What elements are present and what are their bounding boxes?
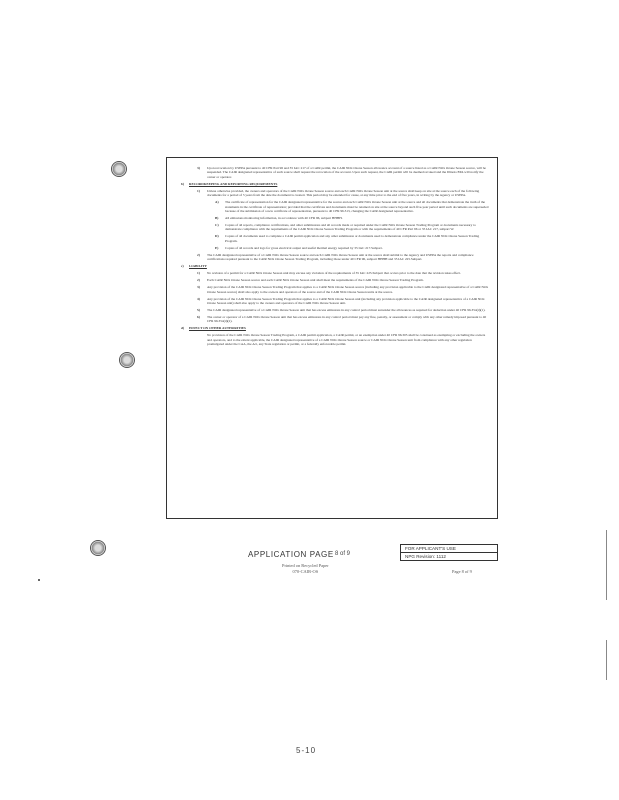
paragraph-c2: 2) Each CAIR NOx Ozone Season source and each CAIR NOx Ozone Season unit shall meet the requirements of the CAIR NOx Ozone Season Trading Program. (197, 278, 424, 283)
scan-edge-line-lower (606, 640, 607, 680)
paragraph-b1a: A) The certificate of representation for the CAIR designated representative for the source and each CAIR NOx Ozone Season unit at the source and all documents that demonstrate the truth of the statements in the certificate of representation; provided that the certificate and documents must be retained on site at the source beyond such five-year period until such documents are superseded because of the submission of a new certificate of representation, pursuant to 40 CFR 96.313, changing the CAIR designated representative. (215, 200, 489, 214)
paragraph-b2: 2) The CAIR designated representative of a CAIR NOx Ozone Season source and each CAIR NOx Ozone Season unit at the source shall submit to the Agency and USEPA the reports and compliance certifications required pursuant to the CAIR NOx Ozone Season Trading Program, including those under 40 CFR 96, subpart HHHH and 35 IAC 225.Subpart. (197, 252, 474, 262)
paragraph-b1c: C) Copies of all reports, compliance certifications, and other submissions and all records made or required under the CAIR NOx Ozone Season Trading Program or documents necessary to demonstrate compliance with the requirements of the CAIR NOx Ozone Season Trading Program or with the requirements of 40 CFR Part 96 or 35 IAC 217, subpart W. (215, 223, 476, 232)
paragraph-c6: 6) The owner or operator of a CAIR NOx Ozone Season unit that has excess emissions in any control period must pay any fine, penalty, or assessment or comply with any other remedy imposed pursuant to 40 CFR 96.354(d)(2). (197, 315, 487, 324)
paragraph-b1d: D) Copies of all documents used to complete a CAIR permit application and any other submission or documents used to demonstrate compliance under the CAIR NOx Ozone Season Trading Program. (215, 234, 480, 243)
application-page-title: APPLICATION PAGE (248, 550, 334, 559)
paragraph-b1e: E) Copies of all records and logs for gross electrical output and useful thermal energy required by 35 IAC 217.Subpart. (215, 245, 383, 250)
paragraph-b1: 1) Unless otherwise provided, the owners and operators of the CAIR NOx Ozone Season source and each CAIR NOx Ozone Season unit at the source shall keep on site at the source each of the following documents for a period of 5 years from the date the document is created. This period may be extended for cause, at any time prior to the end of five years, in writing by the Agency or USEPA. (197, 188, 480, 198)
section-c-heading: c) LIABILITY (181, 264, 207, 269)
paragraph-a3: 3) Upon revocation by USEPA pursuant to 40 CFR Part 96 and 35 IAC 217 of a CAIR permit, the CAIR NOx Ozone Season allowance account of a source listed as a CAIR NOx Ozone Season source, will be suspended. The CAIR designated representative of such source shall request the revocation of the account. Upon such request, the CAIR permit will be deemed revoked and the Illinois EPA will notify the owner or operator. (197, 166, 486, 179)
scan-speck (38, 579, 40, 581)
printed-note: Printed on Recycled Paper 070-CAIR-OS (282, 563, 329, 574)
paragraph-d: No provision of the CAIR NOx Ozone Season Trading Program, a CAIR permit application, a CAIR permit, or an exemption under 40 CFR 96.305 shall be construed as exempting or excluding the owners and operators, and to the extent applicable, the CAIR designated representative of a CAIR NOx Ozone Season source or CAIR NOx Ozone Season unit from compliance with any other regulation promulgated under the CAA, the Act, any State regulation or permit, or a federally enforceable permit. (207, 333, 486, 347)
section-b-heading: b) RECORDKEEPING AND REPORTING REQUIREMENTS (181, 181, 278, 186)
paragraph-b1b: B) All emissions monitoring information, in accordance with 40 CFR 96, subpart HHHH. (215, 216, 343, 221)
paragraph-c5: 5) The CAIR designated representative of a CAIR NOx Ozone Season unit that has excess emissions in any control period must surrender the allowances as required for deduction under 40 CFR 96.354(d)(1). (197, 308, 486, 313)
document-body (166, 157, 498, 519)
applicant-use-box: FOR APPLICANT'S USE NPG Revision: 1112 (400, 544, 498, 561)
paragraph-c3: 3) Any provision of the CAIR NOx Ozone Season Trading Program that applies to a CAIR NOx Ozone Season source (including any provision applicable to the CAIR designated representative of a CAIR NOx Ozone Season source) shall also apply to the owners and operators of the source and of the CAIR NOx Ozone Season units at the source. (197, 285, 489, 294)
bottom-page-number: 5-10 (296, 746, 317, 755)
punch-hole-top (111, 161, 127, 177)
paragraph-c4: 4) Any provision of the CAIR NOx Ozone Season Trading Program that applies to a CAIR NOx Ozone Season unit (including any provision applicable to the CAIR designated representative of a CAIR NOx Ozone Season unit) shall also apply to the owners and operators of the CAIR NOx Ozone Season unit. (197, 296, 485, 306)
application-page-ref: 8 of 9 (335, 551, 351, 557)
scan-edge-line (606, 530, 607, 600)
section-d-heading: d) EFFECT ON OTHER AUTHORITIES (181, 326, 246, 331)
page-number: Page 8 of 9 (452, 569, 472, 574)
punch-hole-middle (119, 352, 135, 368)
punch-hole-bottom (90, 540, 106, 556)
paragraph-c1: 1) No revision of a permit for a CAIR NOx Ozone Season unit may excuse any violation of the requirements of 35 IAC 225.Subpart that occurs prior to the date that the revision takes effect. (197, 271, 461, 276)
